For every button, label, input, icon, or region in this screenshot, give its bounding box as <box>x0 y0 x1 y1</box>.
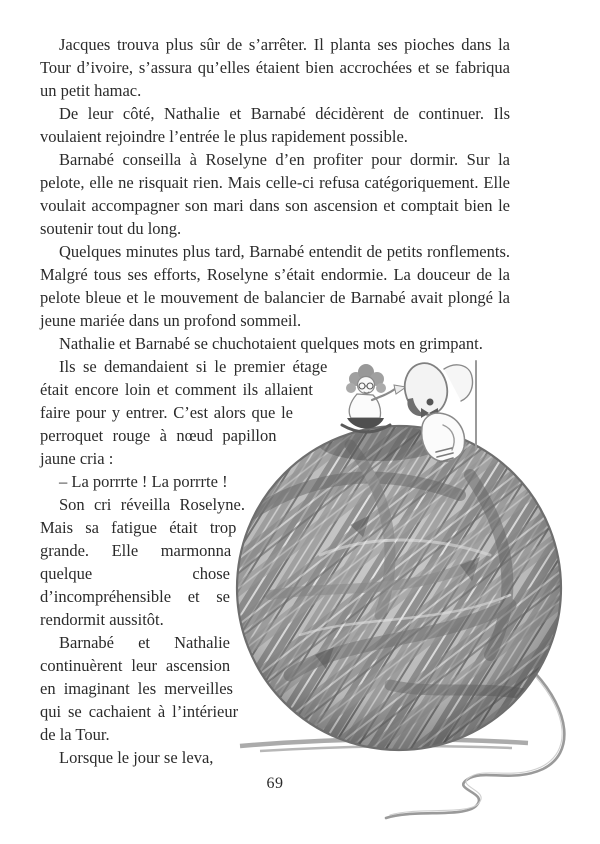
yarn-ball <box>237 425 561 750</box>
roselyne-figure <box>342 364 406 432</box>
paragraph: Barnabé conseilla à Roselyne d’en profiter pour dormir. Sur la pelote, elle ne risquait rien. Mais celle-ci refusa catégoriquement. Elle voulait accompagner son mari dans son ascension et comptait bien le soutenir tout du long. <box>40 150 510 238</box>
paragraph: De leur côté, Nathalie et Barnabé décidèrent de continuer. Ils voulaient rejoindre l’entrée le plus rapidement possible. <box>40 104 510 146</box>
yarn-ball-illustration <box>230 355 600 825</box>
paragraph: Jacques trouva plus sûr de s’arrêter. Il planta ses pioches dans la Tour d’ivoire, s’assura qu’elles étaient bien accrochées et se fabriqua un petit hamac. <box>40 35 510 100</box>
paragraph: Nathalie et Barnabé se chuchotaient quelques mots en grimpant. <box>59 334 483 353</box>
paragraph: Lorsque le jour se leva, <box>59 748 214 767</box>
paragraph: Son cri réveilla Roselyne. Mais sa fatigue était trop grande. Elle marmonna quelque chose d’incompréhensible et se rendormit aussitôt. <box>40 495 246 629</box>
page-number: 69 <box>266 775 284 792</box>
body-text <box>40 33 510 825</box>
paragraph: Barnabé et Nathalie continuèrent leur ascension en imaginant les merveilles qui se cachaient à l’intérieur de la Tour. <box>40 633 239 744</box>
paragraph: Ils se demandaient si le premier étage était encore loin et comment ils allaient faire pour y entrer. C’est alors que le perroquet rouge à nœud papillon jaune cria : <box>40 357 328 468</box>
dialogue-line: – La porrrte ! La porrrte ! <box>59 472 228 491</box>
paragraph: Quelques minutes plus tard, Barnabé entendit de petits ronflements. Malgré tous ses efforts, Roselyne s’était endormie. La douceur de la pelote bleue et le mouvement de balancier de Barnabé avait plongé la jeune mariée dans un profond sommeil. <box>40 242 510 330</box>
